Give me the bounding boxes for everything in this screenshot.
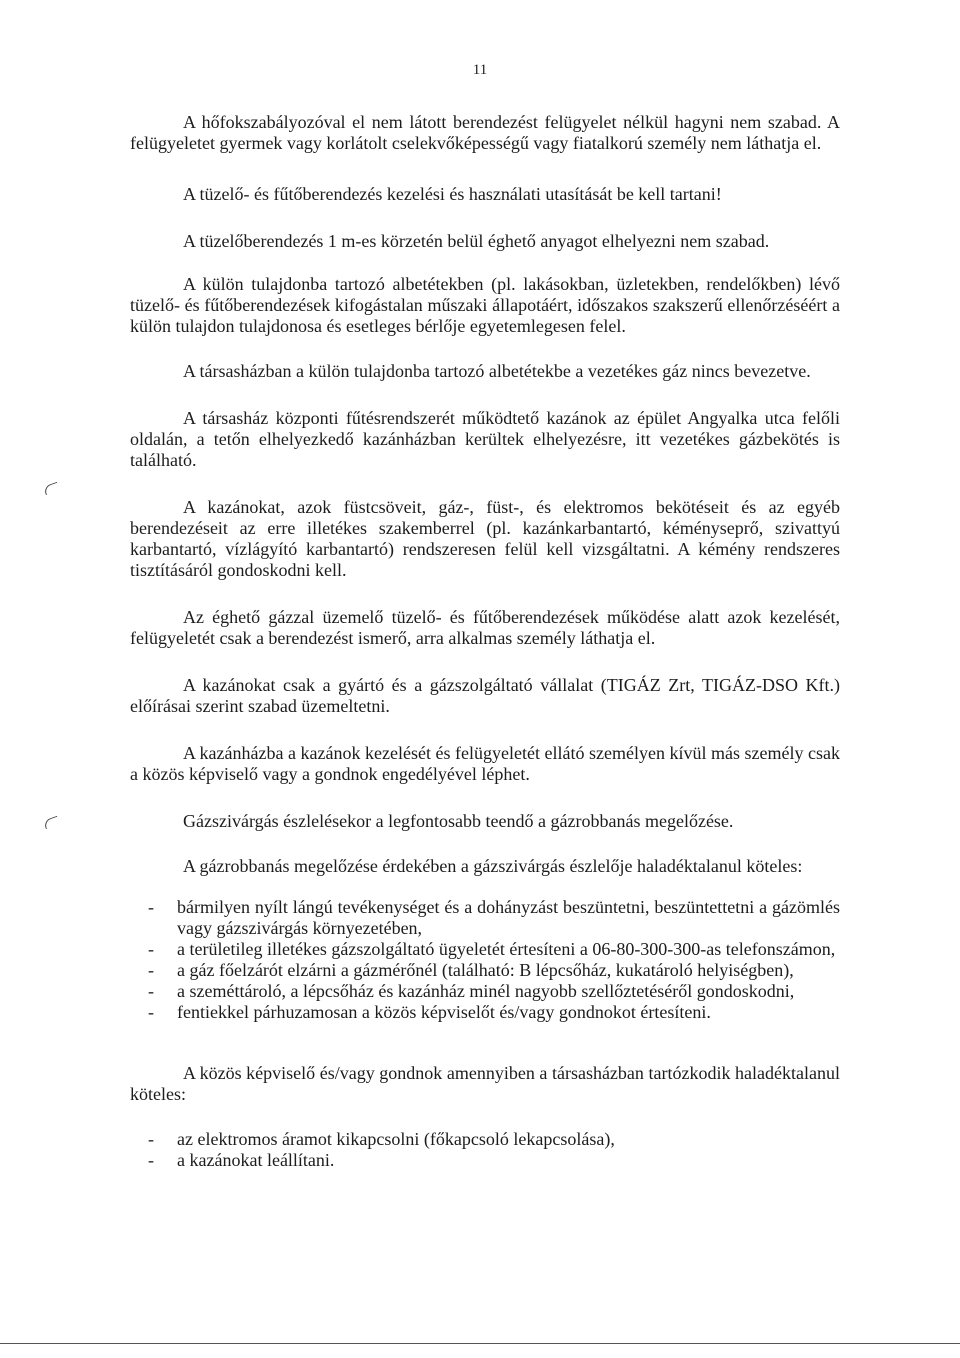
paragraph: A kazánházba a kazánok kezelését és felügyeletét ellátó személyen kívül más személy csak a közös képviselő vagy a gondnok engedélyével léphet.: [130, 743, 840, 784]
list-item-text: a kazánokat leállítani.: [177, 1150, 335, 1170]
paragraph: A külön tulajdonba tartozó albetétekben (pl. lakásokban, üzletekben, rendelőkben) lévő tüzelő- és fűtőberendezések kifogástalan műszaki állapotáért, időszakos szakszerű ellenőrzéséért a külön tulajdon tulajdonosa és esetleges bérlője egyetemlegesen felel.: [130, 274, 840, 336]
margin-mark: [43, 482, 60, 496]
list-item: [130, 1129, 840, 1150]
list-item: [130, 1150, 840, 1171]
dash: -: [148, 1150, 154, 1170]
document-body: [130, 112, 840, 1211]
paragraph: A kazánokat, azok füstcsöveit, gáz-, füst-, és elektromos bekötéseit és az egyéb berendezéseit az erre illetékes szakemberrel (pl. kazánkarbantartó, kéményseprő, szivattyú karbantartó, vízlágyító karbantartó) rendszeresen felül kell vizsgáltatni. A kémény rendszeres tisztításáról gondoskodni kell.: [130, 497, 840, 580]
paragraph: A gázrobbanás megelőzése érdekében a gázszivárgás észlelője haladéktalanul köteles:: [183, 856, 803, 876]
paragraph: Az éghető gázzal üzemelő tüzelő- és fűtőberendezések működése alatt azok kezelését, felügyeletét csak a berendezést ismerő, arra alkalmas személy láthatja el.: [130, 607, 840, 648]
paragraph: A társasházban a külön tulajdonba tartozó albetétekbe a vezetékes gáz nincs bevezetve.: [183, 361, 811, 381]
scan-edge-line: [0, 1343, 960, 1344]
dash: -: [148, 939, 154, 959]
margin-mark: [43, 816, 60, 830]
list-item: [130, 897, 840, 939]
list-item-text: a gáz főelzárót elzárni a gázmérőnél (található: B lépcsőház, kukatároló helyiségben),: [177, 960, 794, 980]
bullet-list: [130, 1129, 840, 1171]
bullet-list: [130, 897, 840, 1023]
page-number: 11: [472, 62, 488, 78]
paragraph: A társasház központi fűtésrendszerét működtető kazánok az épület Angyalka utca felőli oldalán, a tetőn elhelyezkedő kazánházban kerültek elhelyezésre, itt vezetékes gázbekötés is található.: [130, 408, 840, 470]
dash: -: [148, 960, 154, 980]
paragraph: A tüzelőberendezés 1 m-es körzetén belül éghető anyagot elhelyezni nem szabad.: [183, 231, 770, 251]
paragraph: A tüzelő- és fűtőberendezés kezelési és használati utasítását be kell tartani!: [183, 184, 722, 204]
list-item-text: fentiekkel párhuzamosan a közös képviselőt és/vagy gondnokot értesíteni.: [177, 1002, 711, 1022]
paragraph: A hőfokszabályozóval el nem látott berendezést felügyelet nélkül hagyni nem szabad. A felügyeletet gyermek vagy korlátolt cselekvőképességű vagy fiatalkorú személy nem láthatja el.: [130, 112, 840, 153]
dash: -: [148, 1129, 154, 1149]
paragraph: A közös képviselő és/vagy gondnok amennyiben a társasházban tartózkodik haladéktalanul köteles:: [130, 1063, 840, 1104]
dash: -: [148, 1002, 154, 1022]
paragraph: A kazánokat csak a gyártó és a gázszolgáltató vállalat (TIGÁZ Zrt, TIGÁZ-DSO Kft.) előírásai szerint szabad üzemeltetni.: [130, 675, 840, 716]
dash: -: [148, 897, 154, 917]
list-item: [130, 981, 840, 1002]
paragraph: Gázszivárgás észlelésekor a legfontosabb teendő a gázrobbanás megelőzése.: [183, 811, 734, 831]
list-item-text: bármilyen nyílt lángú tevékenységet és a dohányzást beszüntetni, beszüntettetni a gázömlés vagy gázszivárgás környezetében,: [177, 897, 840, 938]
list-item: [130, 1002, 840, 1023]
list-item-text: a területileg illetékes gázszolgáltató ügyeletét értesíteni a 06-80-300-300-as telefonszámon,: [177, 939, 836, 959]
list-item-text: az elektromos áramot kikapcsolni (főkapcsoló lekapcsolása),: [177, 1129, 615, 1149]
dash: -: [148, 981, 154, 1001]
list-item-text: a szeméttároló, a lépcsőház és kazánház minél nagyobb szellőztetéséről gondoskodni,: [177, 981, 795, 1001]
list-item: [130, 960, 840, 981]
list-item: [130, 939, 840, 960]
